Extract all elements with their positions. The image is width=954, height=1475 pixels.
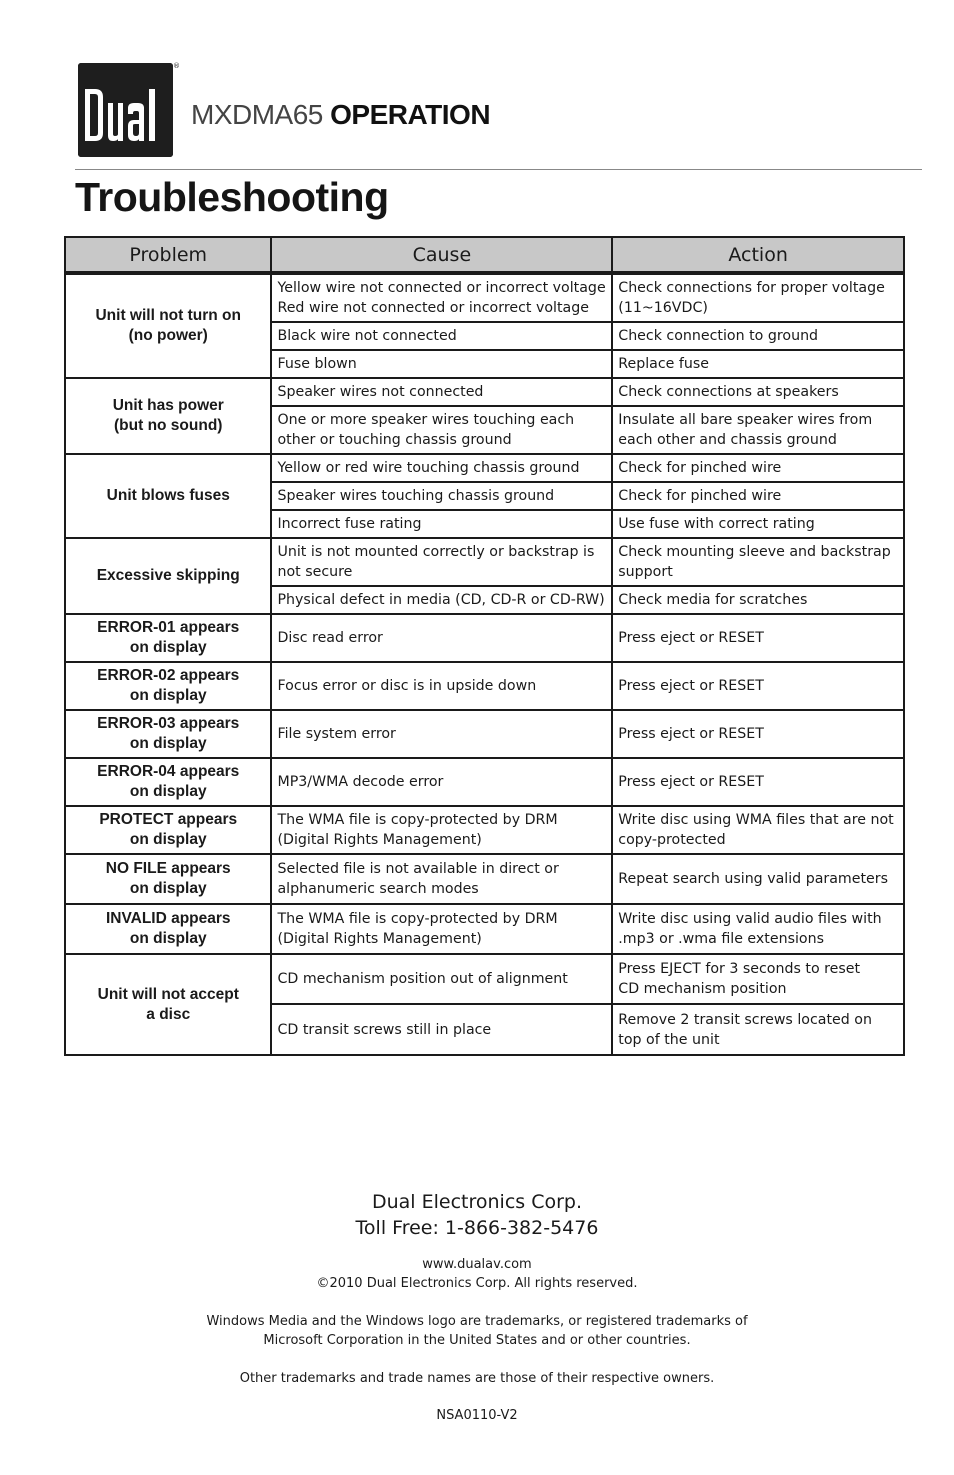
cell-line: top of the unit bbox=[618, 1031, 720, 1048]
problem-cell bbox=[65, 854, 271, 904]
action-cell bbox=[612, 510, 904, 538]
cell-line: Black wire not connected bbox=[277, 328, 457, 344]
cause-cell bbox=[271, 454, 612, 482]
table-row bbox=[65, 273, 904, 322]
problem-cell bbox=[65, 454, 271, 538]
cause-cell bbox=[271, 758, 612, 806]
action-cell bbox=[612, 614, 904, 662]
cell-line: Check connection to ground bbox=[618, 328, 819, 344]
action-cell bbox=[612, 454, 904, 482]
cell-line: (but no sound) bbox=[114, 417, 223, 434]
header-divider bbox=[75, 169, 922, 170]
cause-cell bbox=[271, 538, 612, 586]
cell-line: Speaker wires not connected bbox=[277, 384, 484, 400]
cause-cell bbox=[271, 954, 612, 1004]
action-cell bbox=[612, 538, 904, 586]
cell-line: Unit is not mounted correctly or backstrap is bbox=[277, 544, 595, 560]
problem-cell bbox=[65, 758, 271, 806]
page-title: Troubleshooting bbox=[75, 174, 389, 220]
problem-cell bbox=[65, 614, 271, 662]
cell-line: on display bbox=[129, 687, 207, 704]
cell-line: INVALID appears bbox=[105, 910, 231, 927]
cell-line: (no power) bbox=[128, 327, 208, 344]
toll-free-number: Toll Free: 1-866-382-5476 bbox=[355, 1217, 599, 1239]
cell-line: Unit will not accept bbox=[97, 985, 239, 1003]
cell-line: Excessive skipping bbox=[96, 567, 240, 584]
cell-line: Write disc using WMA files that are not bbox=[618, 812, 894, 828]
trademark-line-2: Microsoft Corporation in the United States and or other countries. bbox=[263, 1333, 691, 1348]
cell-line: Repeat search using valid parameters bbox=[618, 871, 888, 887]
problem-cell bbox=[65, 273, 271, 378]
cause-cell bbox=[271, 378, 612, 406]
action-cell bbox=[612, 904, 904, 954]
cell-line: Check media for scratches bbox=[618, 592, 808, 608]
cell-line: Press eject or RESET bbox=[618, 726, 764, 742]
cell-line: Write disc using valid audio files with bbox=[618, 911, 882, 927]
cell-line: CD mechanism position out of alignment bbox=[277, 971, 568, 987]
registered-mark: ® bbox=[173, 62, 180, 70]
table-body bbox=[65, 273, 904, 1055]
cell-line: CD mechanism position bbox=[618, 981, 787, 997]
cause-cell bbox=[271, 1004, 612, 1055]
cell-line: Replace fuse bbox=[618, 356, 710, 372]
cell-line: ERROR-01 appears bbox=[97, 619, 240, 636]
cell-line: The WMA file is copy-protected by DRM bbox=[277, 911, 558, 927]
cell-line: on display bbox=[129, 930, 207, 947]
cell-line: ERROR-02 appears bbox=[97, 667, 240, 684]
cell-line: Incorrect fuse rating bbox=[277, 516, 422, 532]
dual-logo bbox=[78, 63, 173, 157]
copyright-text: ©2010 Dual Electronics Corp. All rights reserved. bbox=[316, 1276, 638, 1291]
cell-line: Use fuse with correct rating bbox=[618, 516, 815, 532]
cell-line: Unit has power bbox=[112, 397, 224, 414]
table-header-row bbox=[65, 237, 904, 273]
cell-line: Unit will not turn on bbox=[95, 307, 241, 324]
cell-line: Unit blows fuses bbox=[106, 487, 230, 504]
problem-cell bbox=[65, 710, 271, 758]
cell-line: Press eject or RESET bbox=[618, 774, 764, 790]
cell-line: Yellow or red wire touching chassis ground bbox=[277, 460, 580, 476]
cell-line: MP3/WMA decode error bbox=[277, 774, 444, 790]
cell-line: Red wire not connected or incorrect voltage bbox=[277, 300, 589, 316]
cause-cell bbox=[271, 350, 612, 378]
table-row bbox=[65, 806, 904, 854]
cell-line: Focus error or disc is in upside down bbox=[277, 678, 537, 694]
action-cell bbox=[612, 854, 904, 904]
other-trademarks-text: Other trademarks and trade names are those of their respective owners. bbox=[239, 1371, 715, 1386]
footer bbox=[0, 1189, 954, 1241]
cause-cell bbox=[271, 273, 612, 322]
table-row bbox=[65, 758, 904, 806]
table-row bbox=[65, 454, 904, 482]
action-cell bbox=[612, 350, 904, 378]
cell-line: Press eject or RESET bbox=[618, 630, 764, 646]
cause-cell bbox=[271, 904, 612, 954]
cause-cell bbox=[271, 510, 612, 538]
table-row bbox=[65, 378, 904, 406]
cell-line: not secure bbox=[277, 564, 353, 580]
trademark-line-1: Windows Media and the Windows logo are trademarks, or registered trademarks of bbox=[206, 1314, 748, 1329]
footer-other-trademarks bbox=[0, 1369, 954, 1388]
cell-line: (Digital Rights Management) bbox=[277, 931, 482, 947]
cell-line: Fuse blown bbox=[277, 356, 357, 372]
cell-line: a disc bbox=[146, 1005, 191, 1023]
cause-cell bbox=[271, 710, 612, 758]
cell-line: ERROR-03 appears bbox=[97, 715, 240, 732]
column-header-problem: Problem bbox=[65, 237, 271, 273]
cell-line: Yellow wire not connected or incorrect voltage bbox=[277, 280, 606, 296]
cell-line: Disc read error bbox=[277, 630, 383, 646]
problem-cell bbox=[65, 806, 271, 854]
footer-doc-code bbox=[0, 1406, 954, 1425]
problem-cell bbox=[65, 904, 271, 954]
action-cell bbox=[612, 806, 904, 854]
model-name: MXDMA65 bbox=[191, 99, 323, 130]
action-cell bbox=[612, 1004, 904, 1055]
company-name: Dual Electronics Corp. bbox=[371, 1191, 583, 1213]
cell-line: Speaker wires touching chassis ground bbox=[277, 488, 555, 504]
action-cell bbox=[612, 273, 904, 322]
table-row bbox=[65, 538, 904, 586]
cell-line: on display bbox=[129, 735, 207, 752]
cause-cell bbox=[271, 614, 612, 662]
cell-line: Check for pinched wire bbox=[618, 488, 782, 504]
cell-line: Physical defect in media (CD, CD-R or CD-RW) bbox=[277, 592, 605, 608]
table-row bbox=[65, 662, 904, 710]
table-row bbox=[65, 904, 904, 954]
cell-line: .mp3 or .wma file extensions bbox=[618, 931, 824, 947]
cell-line: Check connections at speakers bbox=[618, 384, 839, 400]
cell-line: on display bbox=[129, 783, 207, 800]
action-cell bbox=[612, 482, 904, 510]
cell-line: each other and chassis ground bbox=[618, 432, 837, 448]
action-cell bbox=[612, 586, 904, 614]
cell-line: Check connections for proper voltage bbox=[618, 280, 885, 296]
column-header-action: Action bbox=[612, 237, 904, 273]
action-cell bbox=[612, 954, 904, 1004]
cell-line: Selected file is not available in direct or bbox=[277, 861, 559, 877]
header-title bbox=[191, 97, 490, 133]
website-link[interactable]: www.dualav.com bbox=[422, 1257, 532, 1272]
cause-cell bbox=[271, 854, 612, 904]
footer-trademarks bbox=[0, 1312, 954, 1350]
cause-cell bbox=[271, 586, 612, 614]
cell-line: Remove 2 transit screws located on bbox=[618, 1011, 872, 1028]
cause-cell bbox=[271, 322, 612, 350]
cell-line: One or more speaker wires touching each bbox=[277, 412, 575, 428]
cell-line: PROTECT appears bbox=[99, 811, 238, 828]
cell-line: The WMA file is copy-protected by DRM bbox=[277, 812, 558, 828]
cell-line: Check for pinched wire bbox=[618, 460, 782, 476]
troubleshooting-table bbox=[64, 236, 905, 1056]
problem-cell bbox=[65, 378, 271, 454]
document-code: NSA0110-V2 bbox=[436, 1408, 518, 1423]
cause-cell bbox=[271, 662, 612, 710]
cell-line: on display bbox=[129, 880, 207, 897]
footer-legal bbox=[0, 1255, 954, 1293]
table-row bbox=[65, 954, 904, 1004]
action-cell bbox=[612, 710, 904, 758]
action-cell bbox=[612, 406, 904, 454]
cell-line: support bbox=[618, 564, 673, 580]
table-row bbox=[65, 614, 904, 662]
problem-cell bbox=[65, 954, 271, 1055]
action-cell bbox=[612, 758, 904, 806]
cell-line: ERROR-04 appears bbox=[97, 763, 240, 780]
action-cell bbox=[612, 662, 904, 710]
cell-line: Press EJECT for 3 seconds to reset bbox=[618, 961, 861, 977]
problem-cell bbox=[65, 662, 271, 710]
cell-line: (Digital Rights Management) bbox=[277, 832, 482, 848]
cell-line: on display bbox=[129, 639, 207, 656]
cell-line: CD transit screws still in place bbox=[277, 1021, 492, 1038]
cell-line: Insulate all bare speaker wires from bbox=[618, 412, 873, 428]
cell-line: alphanumeric search modes bbox=[277, 881, 479, 897]
column-header-cause: Cause bbox=[271, 237, 612, 273]
cause-cell bbox=[271, 806, 612, 854]
cell-line: copy-protected bbox=[618, 832, 726, 848]
cause-cell bbox=[271, 406, 612, 454]
operation-label: OPERATION bbox=[330, 99, 491, 130]
cell-line: on display bbox=[129, 831, 207, 848]
table-row bbox=[65, 854, 904, 904]
dual-logo-mark bbox=[78, 63, 173, 157]
action-cell bbox=[612, 378, 904, 406]
table-row bbox=[65, 710, 904, 758]
cell-line: NO FILE appears bbox=[105, 860, 231, 877]
cell-line: (11~16VDC) bbox=[618, 300, 708, 316]
problem-cell bbox=[65, 538, 271, 614]
cause-cell bbox=[271, 482, 612, 510]
cell-line: Check mounting sleeve and backstrap bbox=[618, 544, 891, 560]
cell-line: Press eject or RESET bbox=[618, 678, 764, 694]
action-cell bbox=[612, 322, 904, 350]
cell-line: other or touching chassis ground bbox=[277, 432, 512, 448]
cell-line: File system error bbox=[277, 726, 396, 742]
